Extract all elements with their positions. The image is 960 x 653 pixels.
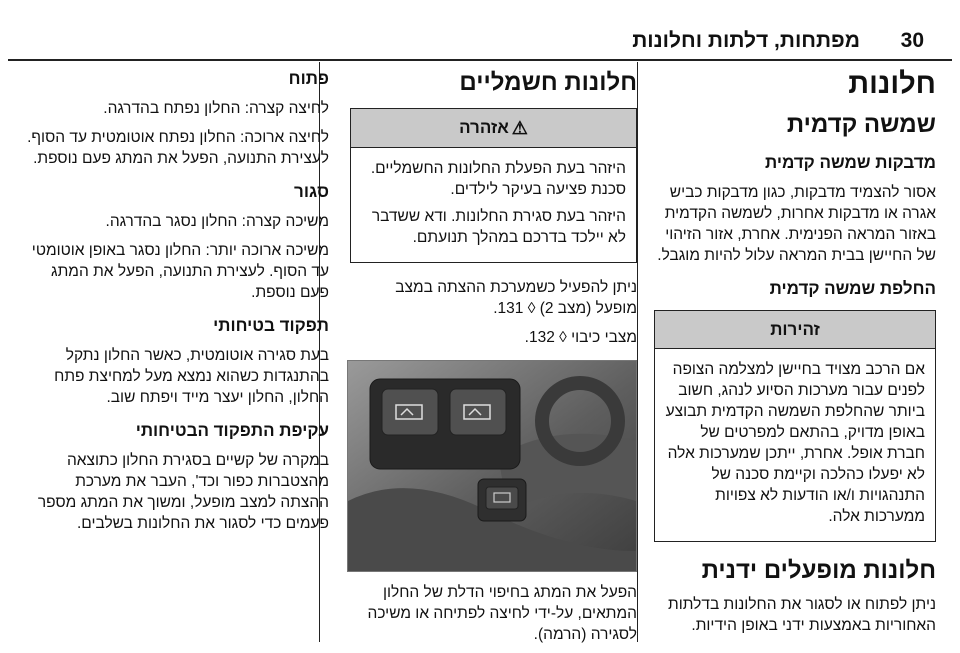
caution-box: [654, 310, 936, 542]
heading-power-windows: חלונות חשמליים: [459, 69, 637, 96]
off-modes-ref-text: מצבי כיבוי ◊ 132.: [524, 329, 637, 346]
warning-box: [350, 108, 637, 263]
warning-title: אזהרה: [459, 118, 509, 137]
close-short-text: משיכה קצרה: החלון נסגר בהדרגה.: [105, 213, 329, 230]
header-rule: [8, 59, 952, 61]
window-switch-photo: [347, 360, 637, 572]
heading-open: פתוח: [288, 69, 329, 88]
column-divider-right: [637, 62, 638, 642]
manual-windows-text: ניתן לפתוח או לסגור את החלונות בדלתות האחוריות באמצעות ידני באופן הידיות.: [668, 596, 936, 634]
heading-windshield-stickers: מדבקות שמשה קדמית: [764, 153, 936, 172]
running-title: מפתחות, דלתות וחלונות: [632, 29, 860, 52]
heading-close: סגור: [294, 182, 329, 201]
heading-windshield: שמשה קדמית: [786, 111, 936, 138]
column-left: [24, 62, 329, 542]
column-right: [654, 62, 936, 644]
heading-manual-windows: חלונות מופעלים ידנית: [701, 557, 936, 584]
photo-caption: הפעל את המתג בחיפוי הדלת של החלון המתאים, על-ידי לחיצה לפתיחה או משיכה לסגירה (הרמה).: [367, 584, 637, 643]
window-switch-illustration: [348, 361, 636, 571]
heading-safety-function: תפקוד בטיחותי: [213, 316, 329, 335]
close-long-text: משיכה ארוכה יותר: החלון נסגר באופן אוטומטי עד הסוף. לעצירת התנועה, הפעל את המתג פעם נוספת.: [31, 242, 329, 301]
windshield-stickers-text: אסור להצמיד מדבקות, כגון מדבקות כביש אגרה או מדבקות אחרות, לשמשה הקדמית באזור המראה הפנימית. אחרת, אזור הזיהוי של החיישן בבית המראה עלול להיות מוגבל.: [657, 184, 936, 264]
open-short-text: לחיצה קצרה: החלון נפתח בהדרגה.: [103, 100, 329, 117]
warning-header: [351, 109, 636, 148]
heading-windshield-replacement: החלפת שמשה קדמית: [769, 279, 936, 298]
open-long-text: לחיצה ארוכה: החלון נפתח אוטומטית עד הסוף. לעצירת התנועה, הפעל את המתג פעם נוספת.: [27, 129, 329, 167]
ignition-ref-text: ניתן להפעיל כשמערכת ההצתה במצב מופעל (מצב 2) ◊ 131.: [395, 279, 637, 317]
warning-triangle-icon: ⚠: [511, 118, 528, 138]
page-header: [0, 0, 960, 56]
safety-function-text: בעת סגירה אוטומטית, כאשר החלון נתקל בהתנגדות כשהוא נמצא מעל למחיצת פתח החלון, החלון יעצר מייד ויפתח שוב.: [54, 347, 329, 406]
caution-text: אם הרכב מצויד בחיישן למצלמה הצופה לפנים עבור מערכות הסיוע לנהג, חשוב ביותר שהחלפת השמשה הקדמית תבוצע באופן מדויק, בהתאם למפרטים של חברת אופל. אחרת, ייתכן שמערכות אלה לא יפעלו כהלכה וקיימת סכנה של התנהגויות ו/או הודעות לא צפויות ממערכות אלה.: [665, 361, 925, 525]
warning-text-1: היזהר בעת הפעלת החלונות החשמליים. סכנת פציעה בעיקר לילדים.: [370, 160, 626, 198]
heading-override-safety: עקיפת התפקוד הבטיחותי: [135, 421, 329, 440]
caution-title: זהירות: [655, 311, 935, 349]
warning-text-2: היזהר בעת סגירת החלונות. ודא ששדבר לא יילכד בדרכם במהלך תנועתם.: [371, 208, 626, 246]
section-title-windows: חלונות: [848, 68, 936, 100]
page-number: 30: [900, 29, 924, 52]
override-safety-text: במקרה של קשיים בסגירת החלון כתוצאה מהצטברות כפור וכד', העבר את מערכת ההצתה למצב מופעל, ומשוך את המתג מספר פעמים כדי לסגור את החלונות בשלבים.: [37, 452, 329, 532]
column-middle: [350, 62, 637, 653]
